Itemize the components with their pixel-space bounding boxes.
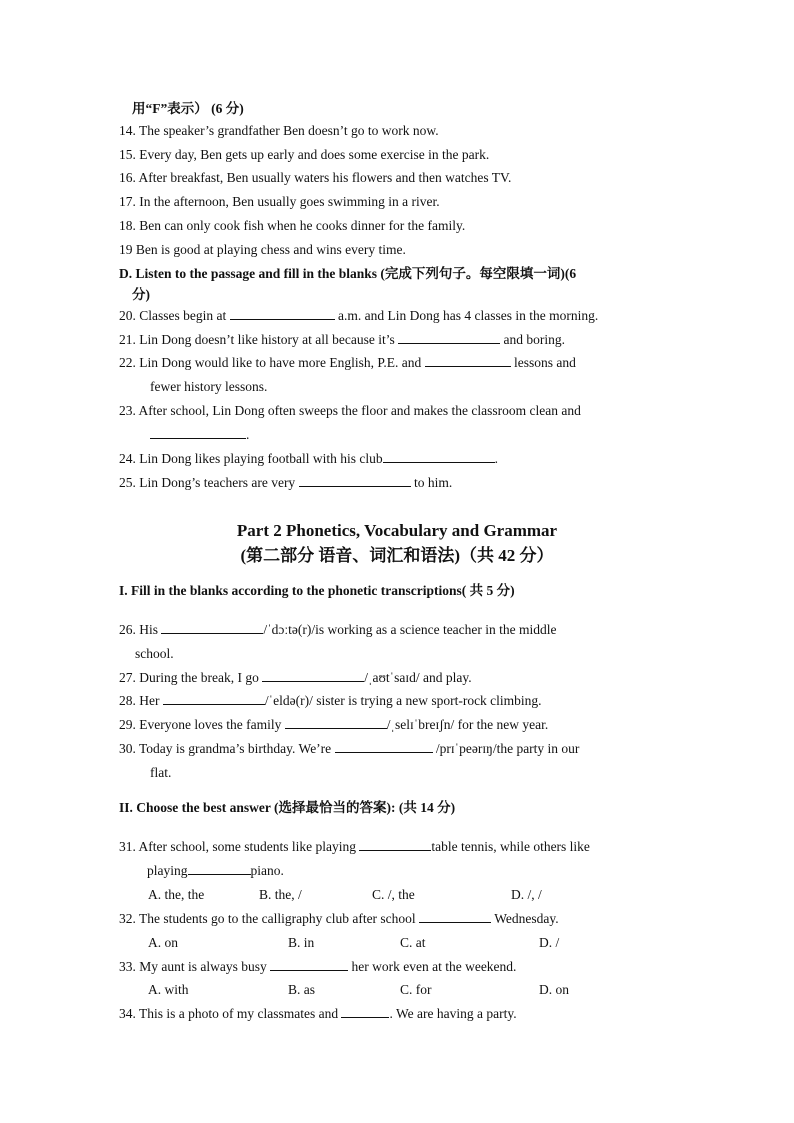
question-16: 16. After breakfast, Ben usually waters his flowers and then watches TV. <box>119 170 512 185</box>
question-31-text-cont: playing <box>147 863 188 878</box>
question-32 <box>119 910 559 928</box>
q32-option-d[interactable]: D. / <box>539 935 560 950</box>
question-31-text: 31. After school, some students like playing <box>119 839 356 854</box>
part2-title: Part 2 Phonetics, Vocabulary and Grammar <box>236 521 558 540</box>
question-20 <box>119 307 598 325</box>
question-26-text-end: /ˈdɔːtə(r)/is working as a science teacher in the middle <box>263 622 557 637</box>
question-15: 15. Every day, Ben gets up early and does some exercise in the park. <box>119 147 490 162</box>
answer-blank-28[interactable] <box>163 692 265 705</box>
section-c-instruction-tail: 用“F”表示） (6 分) <box>132 101 244 116</box>
question-28 <box>119 692 542 710</box>
question-34-text-end: . We are having a party. <box>389 1006 517 1021</box>
answer-blank-21[interactable] <box>398 331 500 344</box>
question-23-period: . <box>246 427 250 442</box>
question-24-period: . <box>494 451 498 466</box>
question-30-cont: flat. <box>150 765 172 780</box>
question-32-text-end: Wednesday. <box>494 911 559 926</box>
question-21-text: 21. Lin Dong doesn’t like history at all because it’s <box>119 332 395 347</box>
question-21 <box>119 331 565 349</box>
answer-blank-26[interactable] <box>161 621 263 634</box>
answer-blank-29[interactable] <box>285 716 387 729</box>
answer-blank-34[interactable] <box>341 1005 389 1018</box>
question-33-text-end: her work even at the weekend. <box>351 959 517 974</box>
question-33 <box>119 958 516 976</box>
part2-subtitle: (第二部分 语音、词汇和语法)（共 42 分） <box>240 546 554 565</box>
question-26-cont: school. <box>135 646 174 661</box>
section-d-instruction-cont: 分) <box>132 287 150 302</box>
question-31-cont <box>147 862 284 880</box>
question-17: 17. In the afternoon, Ben usually goes swimming in a river. <box>119 194 440 209</box>
q32-option-b[interactable]: B. in <box>288 935 315 950</box>
question-23-cont <box>150 426 249 444</box>
answer-blank-27[interactable] <box>262 669 364 682</box>
answer-blank-30[interactable] <box>335 740 433 753</box>
question-20-text: 20. Classes begin at <box>119 308 227 323</box>
section-i-title: I. Fill in the blanks according to the phonetic transcriptions( 共 5 分) <box>119 583 515 598</box>
question-22-text: 22. Lin Dong would like to have more English, P.E. and <box>119 355 422 370</box>
question-18: 18. Ben can only cook fish when he cooks dinner for the family. <box>119 218 466 233</box>
q31-option-b[interactable]: B. the, / <box>259 887 302 902</box>
q33-option-d[interactable]: D. on <box>539 982 569 997</box>
section-d-instruction: D. Listen to the passage and fill in the blanks (完成下列句子。每空限填一词)(6 <box>119 266 577 281</box>
question-22-cont: fewer history lessons. <box>150 379 268 394</box>
question-27-text-end: /ˌaʊtˈsaɪd/ and play. <box>364 670 472 685</box>
answer-blank-33[interactable] <box>270 958 348 971</box>
question-28-text: 28. Her <box>119 693 160 708</box>
question-25 <box>119 474 452 492</box>
question-32-text: 32. The students go to the calligraphy club after school <box>119 911 416 926</box>
question-31-text-mid: table tennis, while others like <box>431 839 590 854</box>
question-34-text: 34. This is a photo of my classmates and <box>119 1006 339 1021</box>
question-24 <box>119 450 498 468</box>
question-30-text-end: /prɪˈpeərɪŋ/the party in our <box>435 741 580 756</box>
question-31 <box>119 838 590 856</box>
q32-option-c[interactable]: C. at <box>400 935 426 950</box>
question-31-text-end: piano. <box>250 863 284 878</box>
question-30 <box>119 740 579 758</box>
question-34 <box>119 1005 517 1023</box>
q33-option-c[interactable]: C. for <box>400 982 432 997</box>
question-29-text: 29. Everyone loves the family <box>119 717 282 732</box>
answer-blank-23[interactable] <box>150 426 246 439</box>
answer-blank-31b[interactable] <box>188 862 251 875</box>
question-22-text-end: lessons and <box>513 355 576 370</box>
q33-option-b[interactable]: B. as <box>288 982 315 997</box>
q33-option-a[interactable]: A. with <box>148 982 189 997</box>
question-30-text: 30. Today is grandma’s birthday. We’re <box>119 741 332 756</box>
q32-option-a[interactable]: A. on <box>148 935 178 950</box>
question-26-text: 26. His <box>119 622 159 637</box>
answer-blank-31a[interactable] <box>359 838 431 851</box>
answer-blank-25[interactable] <box>299 474 411 487</box>
question-14: 14. The speaker’s grandfather Ben doesn’t go to work now. <box>119 123 439 138</box>
question-21-text-end: and boring. <box>503 332 565 347</box>
answer-blank-20[interactable] <box>230 307 335 320</box>
answer-blank-22[interactable] <box>425 354 511 367</box>
question-27 <box>119 669 472 687</box>
question-23: 23. After school, Lin Dong often sweeps the floor and makes the classroom clean and <box>119 403 581 418</box>
question-29 <box>119 716 548 734</box>
question-33-text: 33. My aunt is always busy <box>119 959 267 974</box>
question-25-text-end: to him. <box>413 475 453 490</box>
question-20-text-end: a.m. and Lin Dong has 4 classes in the morning. <box>338 308 599 323</box>
question-26 <box>119 621 557 639</box>
q31-option-d[interactable]: D. /, / <box>511 887 542 902</box>
question-22 <box>119 354 576 372</box>
question-27-text: 27. During the break, I go <box>119 670 259 685</box>
section-ii-title: II. Choose the best answer (选择最恰当的答案): (共 14 分) <box>119 800 456 815</box>
answer-blank-24[interactable] <box>383 450 495 463</box>
question-19: 19 Ben is good at playing chess and wins every time. <box>119 242 406 257</box>
question-25-text: 25. Lin Dong’s teachers are very <box>119 475 296 490</box>
q31-option-c[interactable]: C. /, the <box>372 887 415 902</box>
question-28-text-end: /ˈeldə(r)/ sister is trying a new sport-rock climbing. <box>264 693 542 708</box>
q31-option-a[interactable]: A. the, the <box>148 887 205 902</box>
question-24-text: 24. Lin Dong likes playing football with his club <box>119 451 383 466</box>
question-29-text-end: /ˌselɪˈbreɪʃn/ for the new year. <box>386 717 549 732</box>
answer-blank-32[interactable] <box>419 910 491 923</box>
